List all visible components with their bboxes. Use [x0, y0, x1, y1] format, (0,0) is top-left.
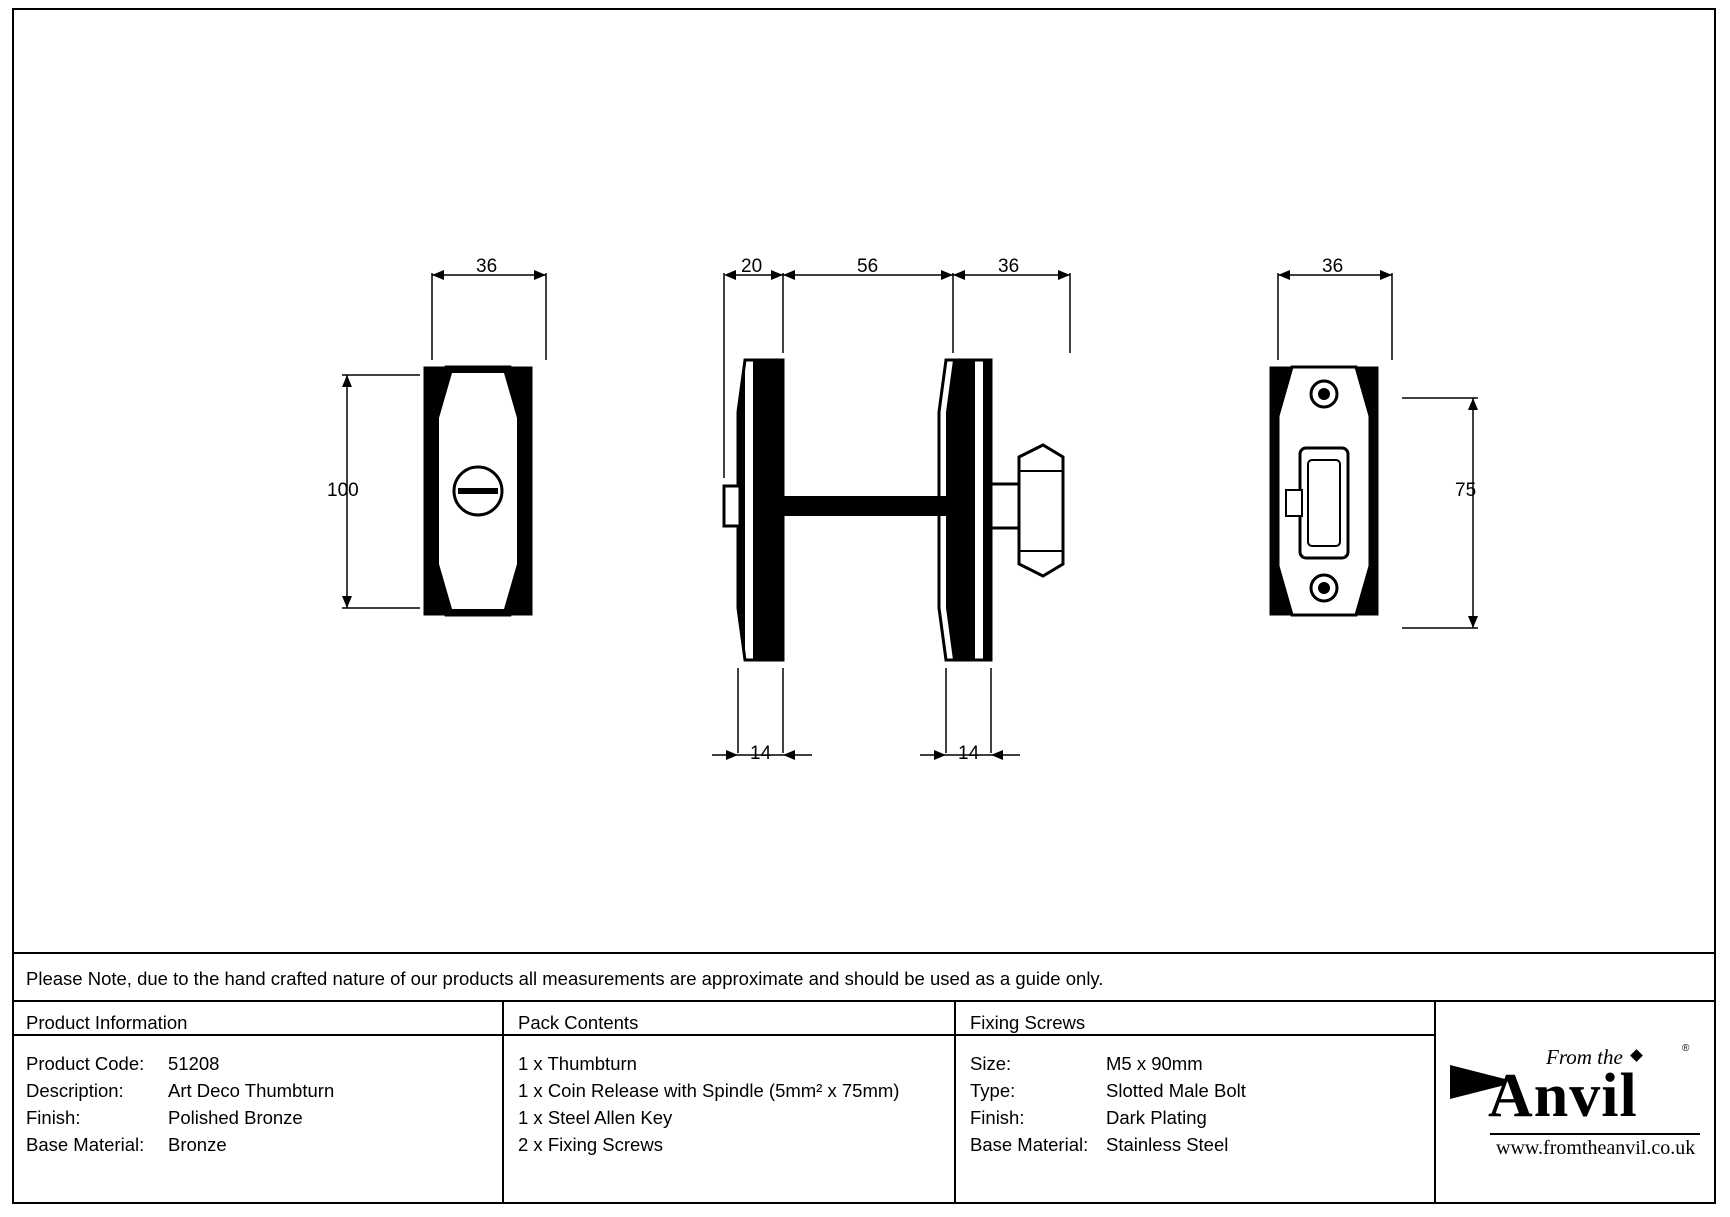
screw-base-material-label: Base Material:	[970, 1134, 1089, 1155]
logo-url-text: www.fromtheanvil.co.uk	[1496, 1137, 1696, 1159]
fixing-screws-body	[956, 1036, 1434, 1158]
product-information-column	[12, 1002, 504, 1204]
description-value: Art Deco Thumbturn	[168, 1080, 335, 1101]
pack-contents-item: 1 x Coin Release with Spindle (5mm² x 75mm)	[518, 1080, 900, 1101]
screw-size-value: M5 x 90mm	[1106, 1053, 1203, 1074]
product-code-value: 51208	[168, 1053, 220, 1074]
pack-contents-item: 2 x Fixing Screws	[518, 1134, 663, 1155]
left-front-view	[424, 367, 532, 615]
screw-finish-label: Finish:	[970, 1107, 1025, 1128]
pack-contents-item: 1 x Thumbturn	[518, 1053, 637, 1074]
finish-label: Finish:	[26, 1107, 81, 1128]
product-code-row	[26, 1050, 502, 1077]
screw-type-row	[970, 1077, 1434, 1104]
from-the-anvil-logo	[1436, 1002, 1714, 1206]
pack-contents-body	[504, 1036, 954, 1158]
dimension-label-w36-left: 36	[476, 256, 498, 277]
finish-value: Polished Bronze	[168, 1107, 303, 1128]
info-table	[12, 1000, 1716, 1204]
pack-contents-column	[504, 1002, 956, 1204]
diamond-icon	[1630, 1049, 1643, 1062]
screw-finish-value: Dark Plating	[1106, 1107, 1207, 1128]
screw-type-label: Type:	[970, 1080, 1016, 1101]
base-material-label: Base Material:	[26, 1134, 145, 1155]
finish-row	[26, 1104, 502, 1131]
description-row	[26, 1077, 502, 1104]
dimension-label-w14-right: 14	[958, 743, 980, 764]
product-code-label: Product Code:	[26, 1053, 145, 1074]
pack-contents-item: 1 x Steel Allen Key	[518, 1107, 673, 1128]
pack-contents-heading: Pack Contents	[504, 1002, 954, 1036]
screw-base-material-value: Stainless Steel	[1106, 1134, 1229, 1155]
description-label: Description:	[26, 1080, 124, 1101]
logo-divider	[1490, 1133, 1700, 1135]
base-material-row	[26, 1131, 502, 1158]
screw-finish-row	[970, 1104, 1434, 1131]
measurement-note-text: Please Note, due to the hand crafted nature of our products all measurements are approximate and should be used as a guide only.	[26, 968, 1104, 989]
dimension-label-w14-left: 14	[750, 743, 772, 764]
screw-size-label: Size:	[970, 1053, 1012, 1074]
fixing-screws-column	[956, 1002, 1436, 1204]
fixing-screws-heading: Fixing Screws	[956, 1002, 1434, 1036]
dimension-label-w36-mid: 36	[998, 256, 1020, 277]
measurement-note	[12, 952, 1716, 1000]
right-rear-view	[1270, 367, 1378, 615]
product-information-heading: Product Information	[12, 1002, 502, 1036]
screw-type-value: Slotted Male Bolt	[1106, 1080, 1246, 1101]
product-information-body	[12, 1036, 502, 1158]
screw-base-material-row	[970, 1131, 1434, 1158]
dimension-label-w36-right: 36	[1322, 256, 1344, 277]
brand-column	[1436, 1002, 1714, 1204]
screw-size-row	[970, 1050, 1434, 1077]
dimension-label-w20-mid: 20	[741, 256, 763, 277]
base-material-value: Bronze	[168, 1134, 227, 1155]
dimension-label-w56-mid: 56	[857, 256, 879, 277]
registered-mark: ®	[1682, 1043, 1690, 1054]
logo-from-the-text: From the	[1546, 1045, 1623, 1069]
logo-anvil-text: Anvil	[1488, 1062, 1638, 1130]
dimension-label-h100-left: 100	[327, 480, 359, 501]
middle-side-view	[724, 360, 1063, 660]
dimension-label-h75-right: 75	[1455, 480, 1477, 501]
drawing-canvas	[12, 8, 1716, 952]
